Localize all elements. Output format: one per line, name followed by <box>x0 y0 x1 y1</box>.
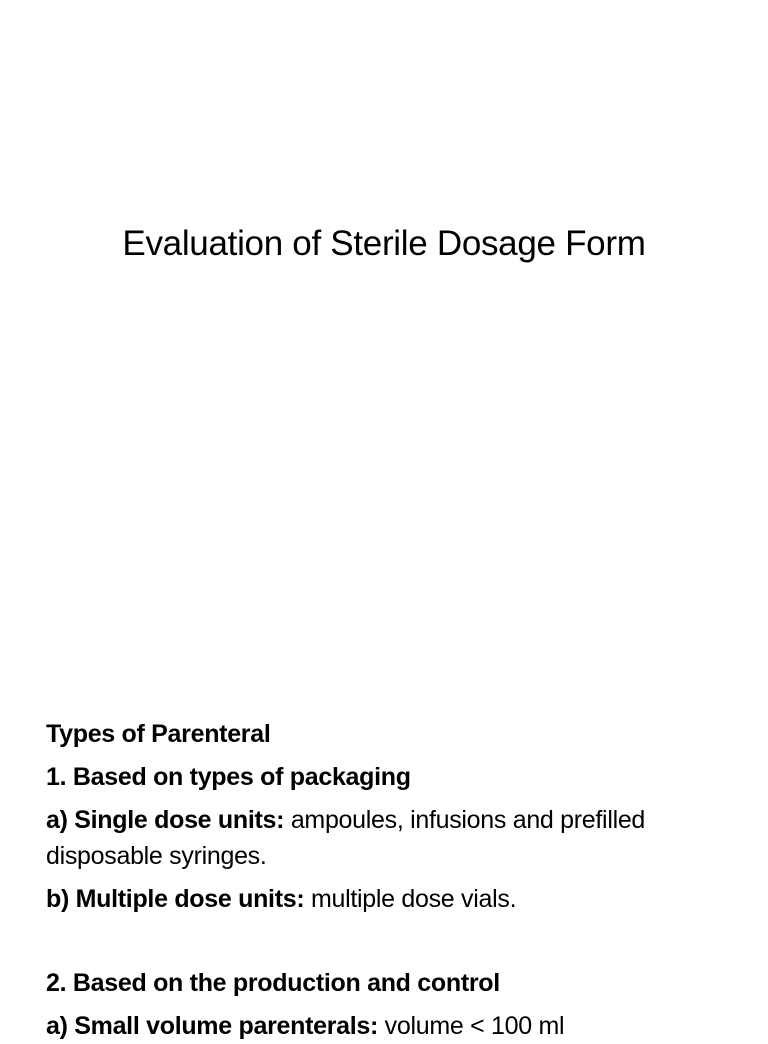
list-item-label: a) Small volume parenterals: <box>46 1012 379 1040</box>
slide-body <box>46 716 736 1044</box>
list-item-multiple-dose <box>46 881 736 917</box>
body-heading: Types of Parenteral <box>46 720 271 748</box>
list-item-label: b) Multiple dose units: <box>46 885 305 913</box>
list-item-text: multiple dose vials. <box>304 885 517 913</box>
section-2-heading: 2. Based on the production and control <box>46 969 500 997</box>
list-item-label: a) Single dose units: <box>46 806 285 834</box>
list-item-text: ampoules, infusions and prefilled disposable syringes. <box>46 806 646 870</box>
list-item-small-volume <box>46 1008 736 1044</box>
list-item-text: volume < 100 ml <box>378 1012 565 1040</box>
list-item-single-dose <box>46 802 736 874</box>
section-1-heading: 1. Based on types of packaging <box>46 763 411 791</box>
slide-title: Evaluation of Sterile Dosage Form <box>122 224 646 263</box>
